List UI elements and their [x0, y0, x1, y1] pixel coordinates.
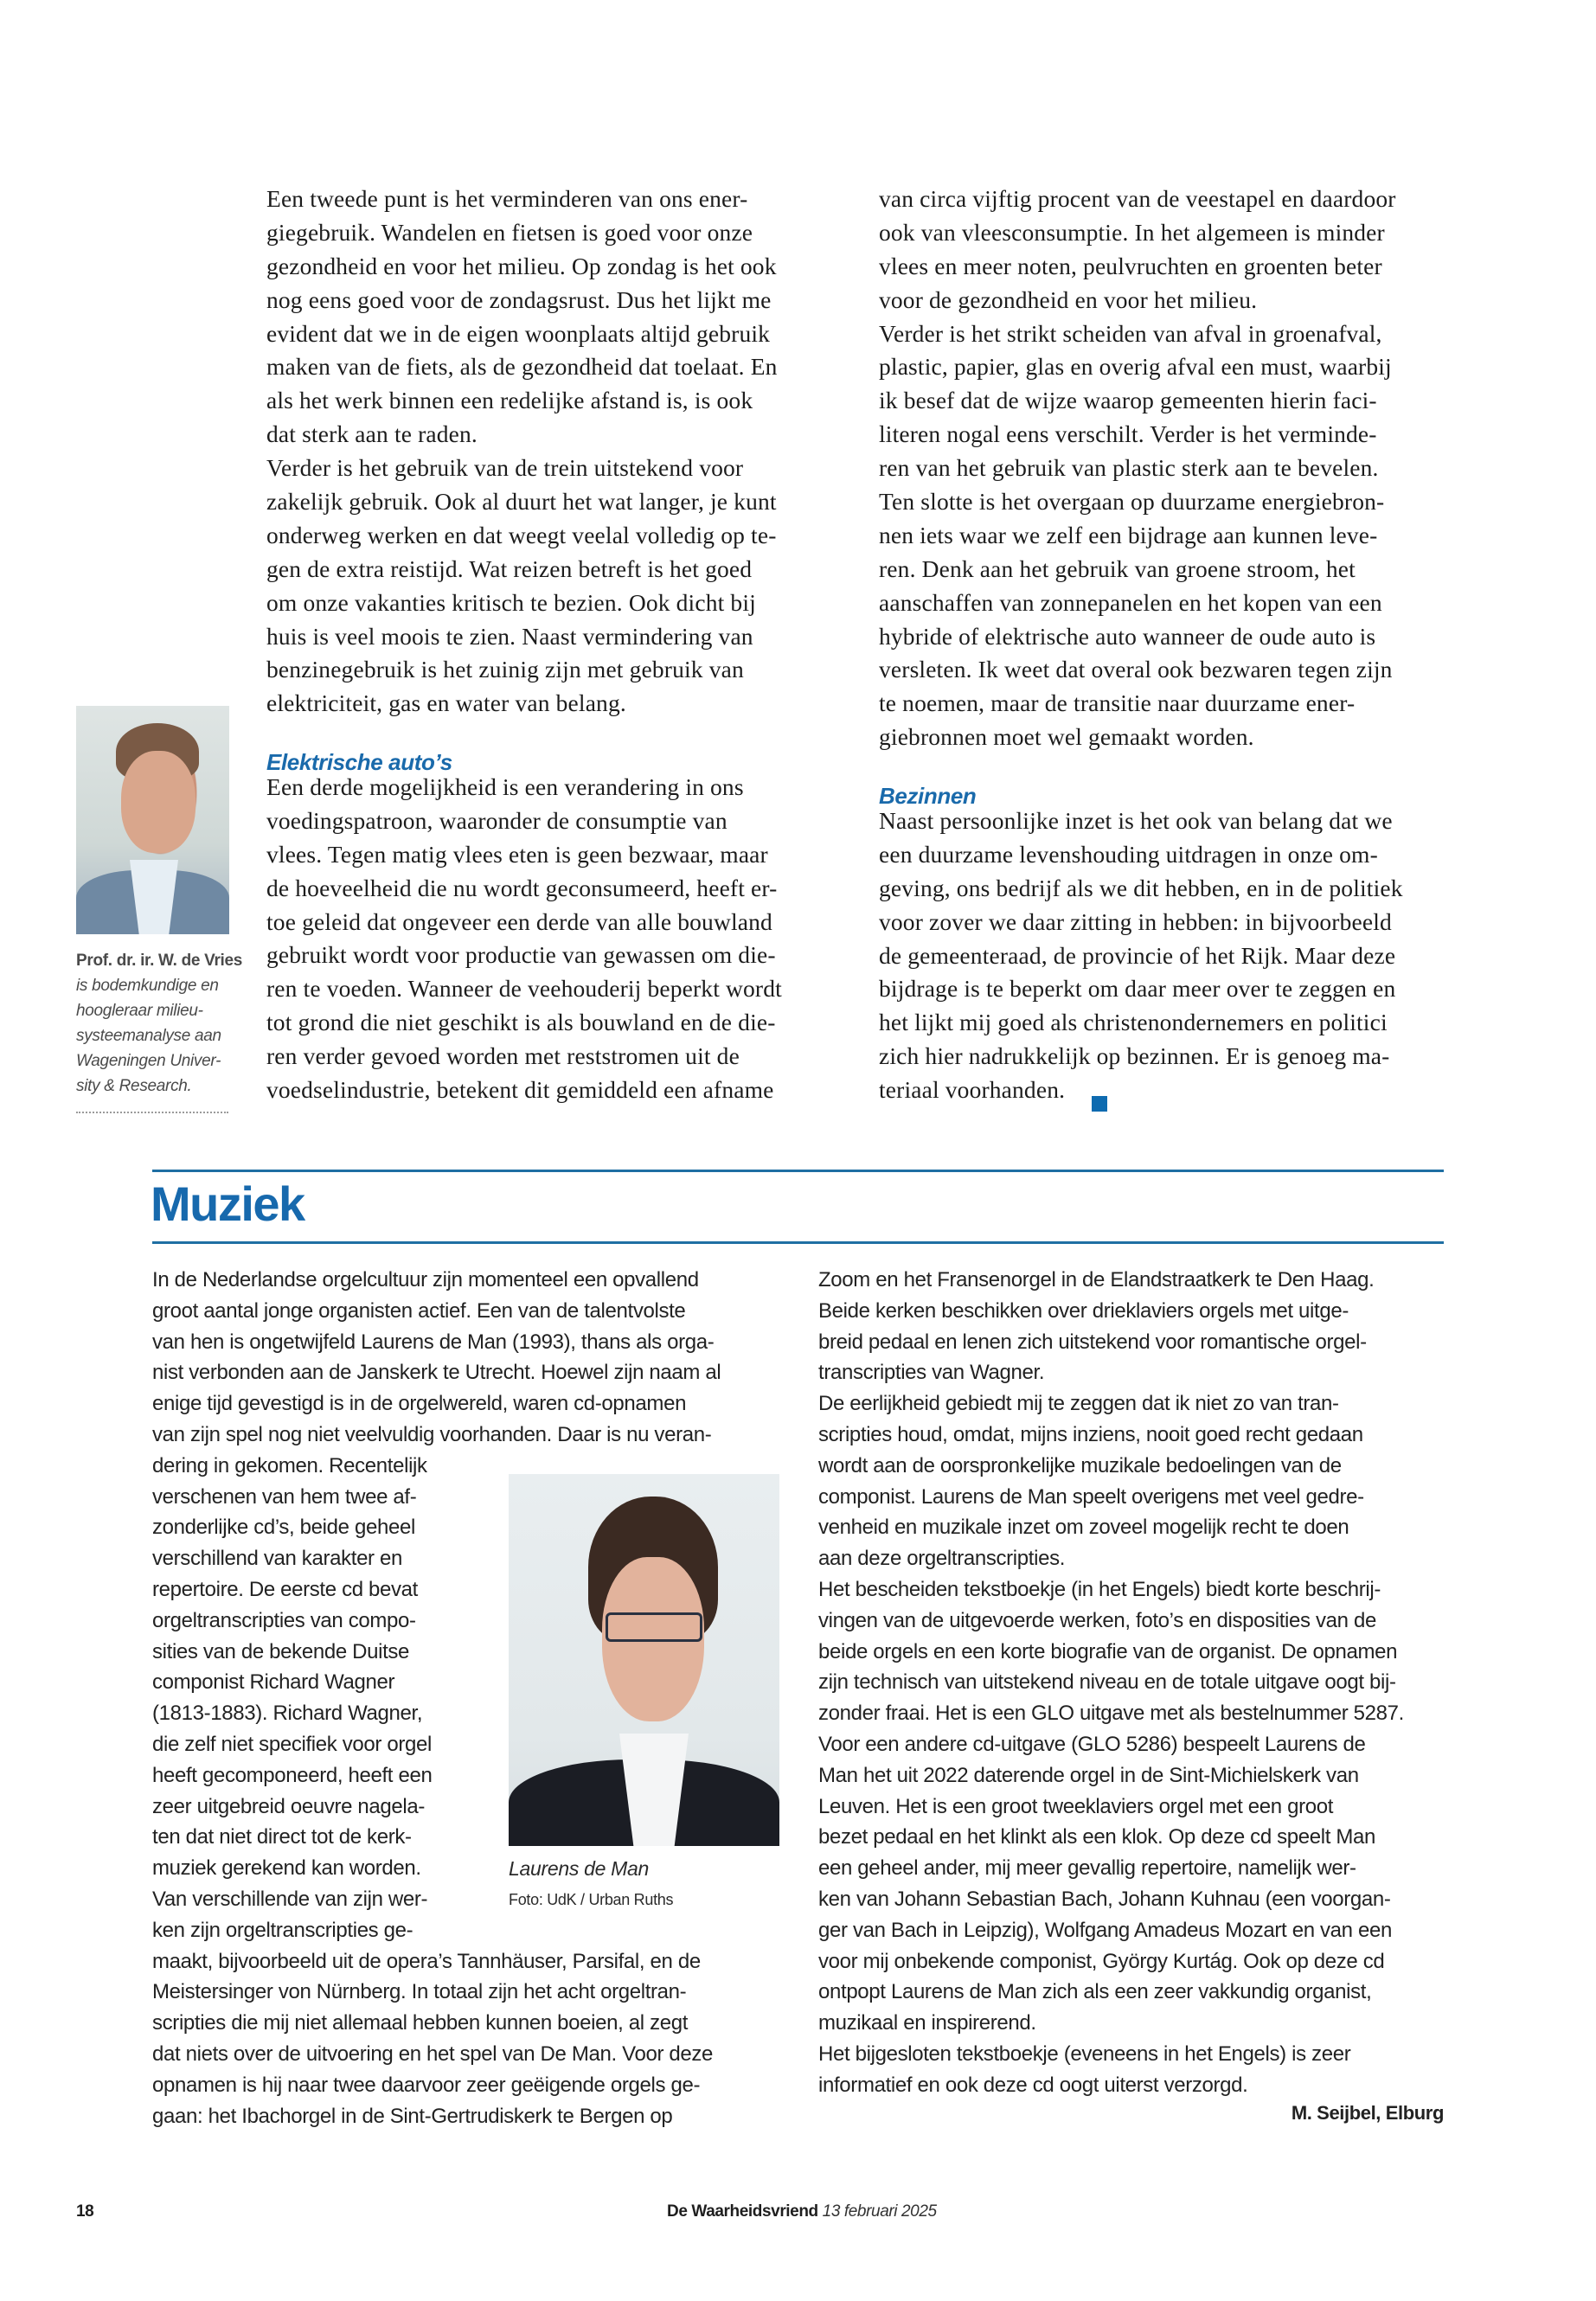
author-portrait-photo	[76, 706, 229, 934]
text-line: om onze vakanties kritisch te bezien. Ook dicht bij	[266, 588, 756, 616]
text-line: zeer uitgebreid oeuvre nagela-	[152, 1794, 426, 1818]
text-line: verschenen van hem twee af-	[152, 1484, 417, 1509]
text-line: ken van Johann Sebastian Bach, Johann Kuhnau (een voorgan-	[818, 1887, 1391, 1911]
publication-date: 13 februari 2025	[822, 2202, 937, 2221]
text-line: Man het uit 2022 daterende orgel in de Sint-Michielskerk van	[818, 1763, 1359, 1787]
text-line: informatief en ook deze cd oogt uiterst verzorgd.	[818, 2073, 1248, 2097]
text-line: nist verbonden aan de Janskerk te Utrecht. Hoewel zijn naam al	[152, 1361, 721, 1385]
text-line: voor de gezondheid en voor het milieu.	[879, 285, 1258, 313]
page-number	[76, 2202, 93, 2221]
publication-name: De Waarheidsvriend	[667, 2202, 818, 2221]
text-line: giegebruik. Wandelen en fietsen is goed voor onze	[266, 218, 753, 246]
text-line: literen nogal eens verschilt. Verder is het verminde-	[879, 420, 1377, 448]
text-line: toe geleid dat ongeveer een derde van alle bouwland	[266, 907, 772, 935]
text-line: venheid en muzikale inzet om zoveel mogelijk recht te doen	[818, 1516, 1349, 1540]
text-line: Verder is het strikt scheiden van afval in groenafval,	[879, 319, 1382, 347]
section-top-rule	[152, 1170, 1444, 1172]
text-line: scripties houd, omdat, mijns inziens, nooit goed recht gedaan	[818, 1422, 1363, 1446]
text-line: orgeltranscripties van compo-	[152, 1608, 416, 1632]
text-line: heeft gecomponeerd, heeft een	[152, 1763, 433, 1787]
text-line: plastic, papier, glas en overig afval een must, waarbij	[879, 353, 1392, 381]
text-line: ten dat niet direct tot de kerk-	[152, 1825, 412, 1849]
text-line: vlees. Tegen matig vlees eten is geen bezwaar, maar	[266, 840, 768, 868]
text-line: benzinegebruik is het zuinig zijn met gebruik van	[266, 656, 744, 683]
text-line: een geheel ander, mij meer gevallig repertoire, namelijk wer-	[818, 1856, 1356, 1881]
text-line: de hoeveelheid die nu wordt geconsumeerd, heeft er-	[266, 874, 778, 901]
text-line: De eerlijkheid gebiedt mij te zeggen dat ik niet zo van tran-	[818, 1392, 1339, 1416]
text-line: ontpopt Laurens de Man zich als een zeer vakkundig organist,	[818, 1980, 1372, 2004]
bio-line: systeemanalyse aan	[76, 1027, 221, 1045]
bio-line: is bodemkundige en	[76, 977, 219, 995]
end-of-article-square-icon	[1092, 1096, 1107, 1112]
text-line: een duurzame levenshouding uitdragen in onze om-	[879, 840, 1378, 868]
text-line: van zijn spel nog niet veelvuldig voorhanden. Daar is nu veran-	[152, 1422, 712, 1446]
muziek-right-column	[818, 1265, 1404, 2101]
text-line: voor zover we daar zitting in hebben: in bijvoorbeeld	[879, 907, 1392, 935]
bio-line: Wageningen Univer-	[76, 1052, 221, 1070]
text-line: zonder fraai. Het is een GLO uitgave met als bestelnummer 5287.	[818, 1702, 1404, 1726]
photo-glasses	[606, 1612, 702, 1642]
text-line: die zelf niet specifiek voor orgel	[152, 1732, 432, 1756]
text-line: huis is veel moois te zien. Naast vermindering van	[266, 622, 753, 650]
text-line: Ten slotte is het overgaan op duurzame energiebron-	[879, 488, 1385, 516]
author-name: Prof. dr. ir. W. de Vries	[76, 952, 243, 970]
text-line: ren te voeden. Wanneer de veehouderij beperkt wordt	[266, 975, 782, 1003]
text-line: gebruikt wordt voor productie van gewassen om die-	[266, 941, 776, 969]
author-caption	[76, 948, 243, 1099]
text-line: versleten. Ik weet dat overal ook bezwaren tegen zijn	[879, 656, 1393, 683]
bio-line: sity & Research.	[76, 1077, 192, 1095]
text-line: van hen is ongetwijfeld Laurens de Man (1993), thans als orga-	[152, 1330, 715, 1354]
text-line: Leuven. Het is een groot tweeklaviers orgel met een groot	[818, 1794, 1334, 1818]
text-line: verschillend van karakter en	[152, 1547, 403, 1571]
author-bio	[76, 973, 240, 1099]
text-line: Naast persoonlijke inzet is het ook van belang dat we	[879, 807, 1393, 834]
text-line: ren van het gebruik van plastic sterk aan te bevelen.	[879, 454, 1379, 482]
text-line: maken van de fiets, als de gezondheid dat toelaat. En	[266, 353, 778, 381]
article-right-column-part-1	[879, 183, 1396, 754]
text-line: dering in gekomen. Recentelijk	[152, 1453, 427, 1477]
text-line: ger van Bach in Leipzig), Wolfgang Amadeus Mozart en van een	[818, 1918, 1392, 1942]
text-line: maakt, bijvoorbeeld uit de opera’s Tannhäuser, Parsifal, en de	[152, 1949, 701, 1973]
text-line: (1813-1883). Richard Wagner,	[152, 1702, 423, 1726]
text-line: teriaal voorhanden.	[879, 1076, 1066, 1104]
text-line: geving, ons bedrijf als we dit hebben, en in de politiek	[879, 874, 1403, 901]
text-line: Het bijgesloten tekstboekje (eveneens in het Engels) is zeer	[818, 2041, 1351, 2066]
text-line: opnamen is hij naar twee daarvoor zeer geëigende orgels ge-	[152, 2073, 701, 2097]
text-line: Beide kerken beschikken over drieklaviers orgels met uitge-	[818, 1298, 1349, 1323]
text-line: Een derde mogelijkheid is een verandering in ons	[266, 773, 744, 800]
text-line: het lijkt mij goed als christenondernemers en politici	[879, 1009, 1388, 1036]
text-line: voedingspatroon, waaronder de consumptie van	[266, 806, 727, 834]
text-line: elektriciteit, gas en water van belang.	[266, 689, 626, 717]
section-bottom-rule	[152, 1241, 1444, 1244]
text-line: nog eens goed voor de zondagsrust. Dus het lijkt me	[266, 285, 772, 313]
text-line: scripties die mij niet allemaal hebben kunnen boeien, al zegt	[152, 2011, 689, 2035]
photo-credit: Foto: UdK / Urban Ruths	[509, 1891, 674, 1908]
text-line: dat niets over de uitvoering en het spel van De Man. Voor deze	[152, 2041, 714, 2066]
text-line: transcripties van Wagner.	[818, 1361, 1045, 1385]
article-right-column-part-2	[879, 804, 1403, 1107]
text-line: tot grond die niet geschikt is als bouwland en de die-	[266, 1009, 776, 1036]
text-line: zakelijk gebruik. Ook al duurt het wat langer, je kunt	[266, 488, 777, 516]
publication-footer	[667, 2202, 937, 2221]
muziek-left-column-full-1	[152, 1265, 721, 1451]
text-line: repertoire. De eerste cd bevat	[152, 1577, 418, 1601]
text-line: ren verder gevoed worden met reststromen uit de	[266, 1042, 740, 1070]
text-line: gen de extra reistijd. Wat reizen betreft is het goed	[266, 554, 753, 582]
text-line: componist Richard Wagner	[152, 1670, 395, 1695]
text-line: als het werk binnen een redelijke afstand is, is ook	[266, 387, 753, 414]
text-line: componist. Laurens de Man speelt overigens met veel gedre-	[818, 1484, 1364, 1509]
text-line: nen iets waar we zelf een bijdrage aan kunnen leve-	[879, 521, 1378, 548]
text-line: vingen van de uitgevoerde werken, foto’s en disposities van de	[818, 1608, 1376, 1632]
text-line: gaan: het Ibachorgel in de Sint-Gertrudiskerk te Bergen op	[152, 2104, 673, 2128]
text-line: onderweg werken en dat weegt veelal volledig op te-	[266, 521, 777, 548]
muziek-left-column-narrow	[152, 1451, 432, 1946]
text-line: zijn technisch van uitstekend niveau en de totale uitgave oogt bij-	[818, 1670, 1396, 1695]
text-line: giebronnen moet wel gemaakt worden.	[879, 723, 1254, 751]
text-line: evident dat we in de eigen woonplaats altijd gebruik	[266, 319, 771, 347]
text-line: breid pedaal en lenen zich uitstekend voor romantische orgel-	[818, 1330, 1367, 1354]
page-number-text: 18	[76, 2202, 94, 2221]
text-line: beide orgels en een korte biografie van de organist. De opnamen	[818, 1639, 1398, 1663]
text-line: Een tweede punt is het verminderen van ons ener-	[266, 185, 748, 212]
text-line: Voor een andere cd-uitgave (GLO 5286) bespeelt Laurens de	[818, 1732, 1366, 1756]
text-line: Meistersinger von Nürnberg. In totaal zijn het acht orgeltran-	[152, 1980, 687, 2004]
text-line: gezondheid en voor het milieu. Op zondag is het ook	[266, 252, 777, 279]
text-line: muzikaal en inspirerend.	[818, 2011, 1036, 2035]
article-left-column-part-2	[266, 771, 782, 1107]
text-line: dat sterk aan te raden.	[266, 420, 478, 448]
text-line: van circa vijftig procent van de veestapel en daardoor	[879, 185, 1396, 212]
text-line: zonderlijke cd’s, beide geheel	[152, 1516, 415, 1540]
article-left-column-part-1	[266, 183, 778, 721]
bio-line: hoogleraar milieu-	[76, 1002, 203, 1020]
text-line: In de Nederlandse orgelcultuur zijn momenteel een opvallend	[152, 1268, 699, 1292]
text-line: Van verschillende van zijn wer-	[152, 1887, 428, 1911]
subheading-bezinnen: Bezinnen	[879, 783, 977, 809]
text-line: wordt aan de oorspronkelijke muzikale bedoelingen van de	[818, 1453, 1342, 1477]
text-line: aanschaffen van zonnepanelen en het kopen van een	[879, 588, 1382, 616]
text-line: zich hier nadrukkelijk op bezinnen. Er is genoeg ma-	[879, 1042, 1390, 1070]
text-line: bezet pedaal en het klinkt als een klok. Op deze cd speelt Man	[818, 1825, 1376, 1849]
text-line: aan deze orgeltranscripties.	[818, 1547, 1066, 1571]
section-title-muziek: Muziek	[151, 1176, 304, 1231]
text-line: ook van vleesconsumptie. In het algemeen is minder	[879, 218, 1385, 246]
photo-caption: Laurens de Man	[509, 1857, 650, 1880]
muziek-left-column-full-2	[152, 1946, 713, 2132]
author-signature: M. Seijbel, Elburg	[1291, 2102, 1444, 2124]
text-line: de gemeenteraad, de provincie of het Rijk. Maar deze	[879, 941, 1396, 969]
text-line: ken zijn orgeltranscripties ge-	[152, 1918, 413, 1942]
text-line: Zoom en het Fransenorgel in de Elandstraatkerk te Den Haag.	[818, 1268, 1375, 1292]
text-line: bijdrage is te beperkt om daar meer over te zeggen en	[879, 975, 1396, 1003]
text-line: hybride of elektrische auto wanneer de oude auto is	[879, 622, 1376, 650]
caption-dotted-divider	[76, 1112, 228, 1113]
text-line: vlees en meer noten, peulvruchten en groenten beter	[879, 252, 1382, 279]
text-line: Het bescheiden tekstboekje (in het Engels) biedt korte beschrij-	[818, 1577, 1381, 1601]
portrait-face	[121, 751, 195, 853]
text-line: muziek gerekend kan worden.	[152, 1856, 421, 1881]
text-line: groot aantal jonge organisten actief. Een van de talentvolste	[152, 1298, 686, 1323]
laurens-de-man-photo	[509, 1474, 779, 1846]
subheading-elektrische-autos: Elektrische auto’s	[266, 749, 452, 775]
text-line: ik besef dat de wijze waarop gemeenten hierin faci-	[879, 387, 1377, 414]
text-line: ren. Denk aan het gebruik van groene stroom, het	[879, 554, 1356, 582]
text-line: voedselindustrie, betekent dit gemiddeld een afname	[266, 1076, 774, 1104]
text-line: voor mij onbekende componist, György Kurtág. Ook op deze cd	[818, 1949, 1385, 1973]
text-line: te noemen, maar de transitie naar duurzame ener-	[879, 689, 1356, 717]
text-line: sities van de bekende Duitse	[152, 1639, 410, 1663]
text-line: Verder is het gebruik van de trein uitstekend voor	[266, 454, 744, 482]
text-line: enige tijd gevestigd is in de orgelwereld, waren cd-opnamen	[152, 1392, 687, 1416]
